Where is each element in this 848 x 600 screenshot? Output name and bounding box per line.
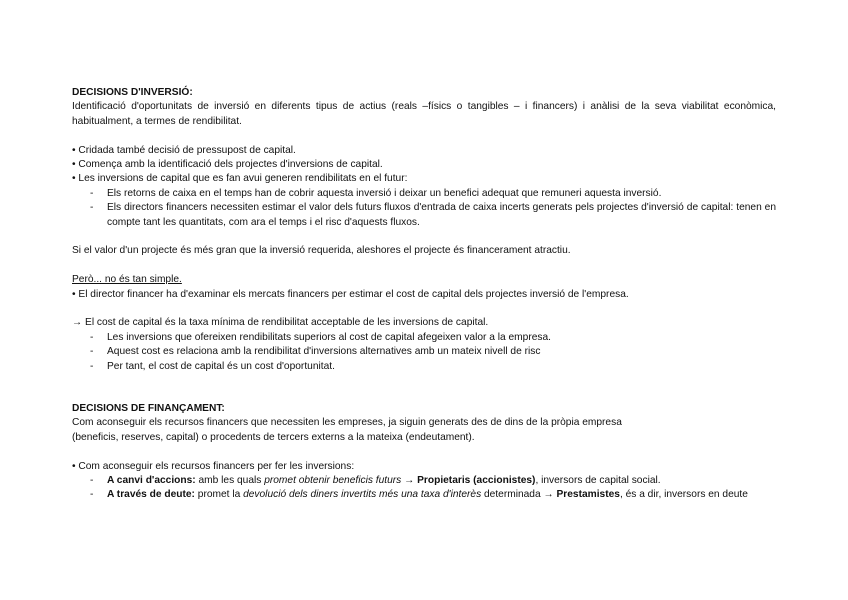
- pero-bullet: • El director financer ha d'examinar els mercats financers per estimar el cost de capital dels projectes inversió de l'empresa.: [72, 288, 776, 302]
- investment-bullet-3: • Les inversions de capital que es fan avui generen rendibilitats en el futur:: [72, 172, 776, 186]
- investment-subitem-2: - Els directors financers necessiten estimar el valor dels futurs fluxos d'entrada de caixa incerts generats pels projectes d'inversió de capital: tenen en compte tant les quantitats, com ara el temps i el risc d'aquests fluxos.: [72, 201, 776, 230]
- financing-item-shares: [72, 474, 776, 488]
- cost-items: [72, 331, 776, 374]
- financing-bullet: • Com aconseguir els recursos financers per fer les inversions:: [72, 460, 776, 474]
- shares-owners: Propietaris (accionistes): [417, 475, 536, 487]
- investment-bullet-1: • Cridada també decisió de pressupost de capital.: [72, 144, 776, 158]
- debt-text-3: , és a dir, inversors en deute: [619, 489, 748, 501]
- cost-item-1: - Les inversions que ofereixen rendibilitats superiors al cost de capital afegeixen valor a la empresa.: [72, 331, 776, 345]
- financing-heading: DECISIONS DE FINANÇAMENT:: [72, 403, 225, 415]
- investment-intro: Identificació d'oportunitats de inversió en diferents tipus de actius (reals –físics o tangibles – i financers) i anàlisi de la seva viabilitat econòmica, habitualment, a termes de rendibilitat.: [72, 101, 776, 127]
- debt-italic: devolució dels diners invertits més una taxa d'interès: [243, 489, 482, 501]
- cost-item-2: - Aquest cost es relaciona amb la rendibilitat d'inversions alternatives amb un mateix nivell de risc: [72, 345, 776, 359]
- cost-item-3: - Per tant, el cost de capital és un cost d'oportunitat.: [72, 360, 776, 374]
- shares-text-1: amb les quals: [195, 475, 265, 487]
- debt-lenders: Prestamistes: [556, 489, 620, 501]
- investment-bullet-2: • Comença amb la identificació dels projectes d'inversions de capital.: [72, 158, 776, 172]
- shares-label: A canvi d'accions:: [107, 475, 196, 487]
- pero-title: Però... no és tan simple.: [72, 274, 182, 286]
- investment-subitems: [72, 187, 776, 230]
- shares-text-2: , inversors de capital social.: [535, 475, 661, 487]
- debt-label: A través de deute:: [107, 489, 195, 501]
- financing-items: [72, 474, 776, 503]
- investment-conclusion: Si el valor d'un projecte és més gran que la inversió requerida, aleshores el projecte és financerament atractiu.: [72, 245, 571, 257]
- investment-subitem-1: - Els retorns de caixa en el temps han de cobrir aquesta inversió i deixar un benefici adequat que remuneri aquesta inversió.: [72, 187, 776, 201]
- document-page: [72, 86, 776, 503]
- financing-intro-line-2: (beneficis, reserves, capital) o procedents de tercers externs a la mateixa (endeutament).: [72, 431, 475, 443]
- debt-arrow: →: [543, 489, 557, 501]
- financing-item-debt: [72, 488, 776, 502]
- cost-of-capital-line: → El cost de capital és la taxa mínima de rendibilitat acceptable de les inversions de capital.: [72, 317, 489, 329]
- debt-text-1: promet la: [194, 489, 244, 501]
- shares-italic: promet obtenir beneficis futurs: [264, 475, 402, 487]
- shares-arrow: →: [401, 475, 418, 487]
- debt-text-2: determinada: [481, 489, 544, 501]
- financing-intro-line-1: Com aconseguir els recursos financers que necessiten les empreses, ja siguin generats des de dins de la pròpia empresa: [72, 417, 622, 429]
- investment-heading: DECISIONS D'INVERSIÓ:: [72, 87, 193, 98]
